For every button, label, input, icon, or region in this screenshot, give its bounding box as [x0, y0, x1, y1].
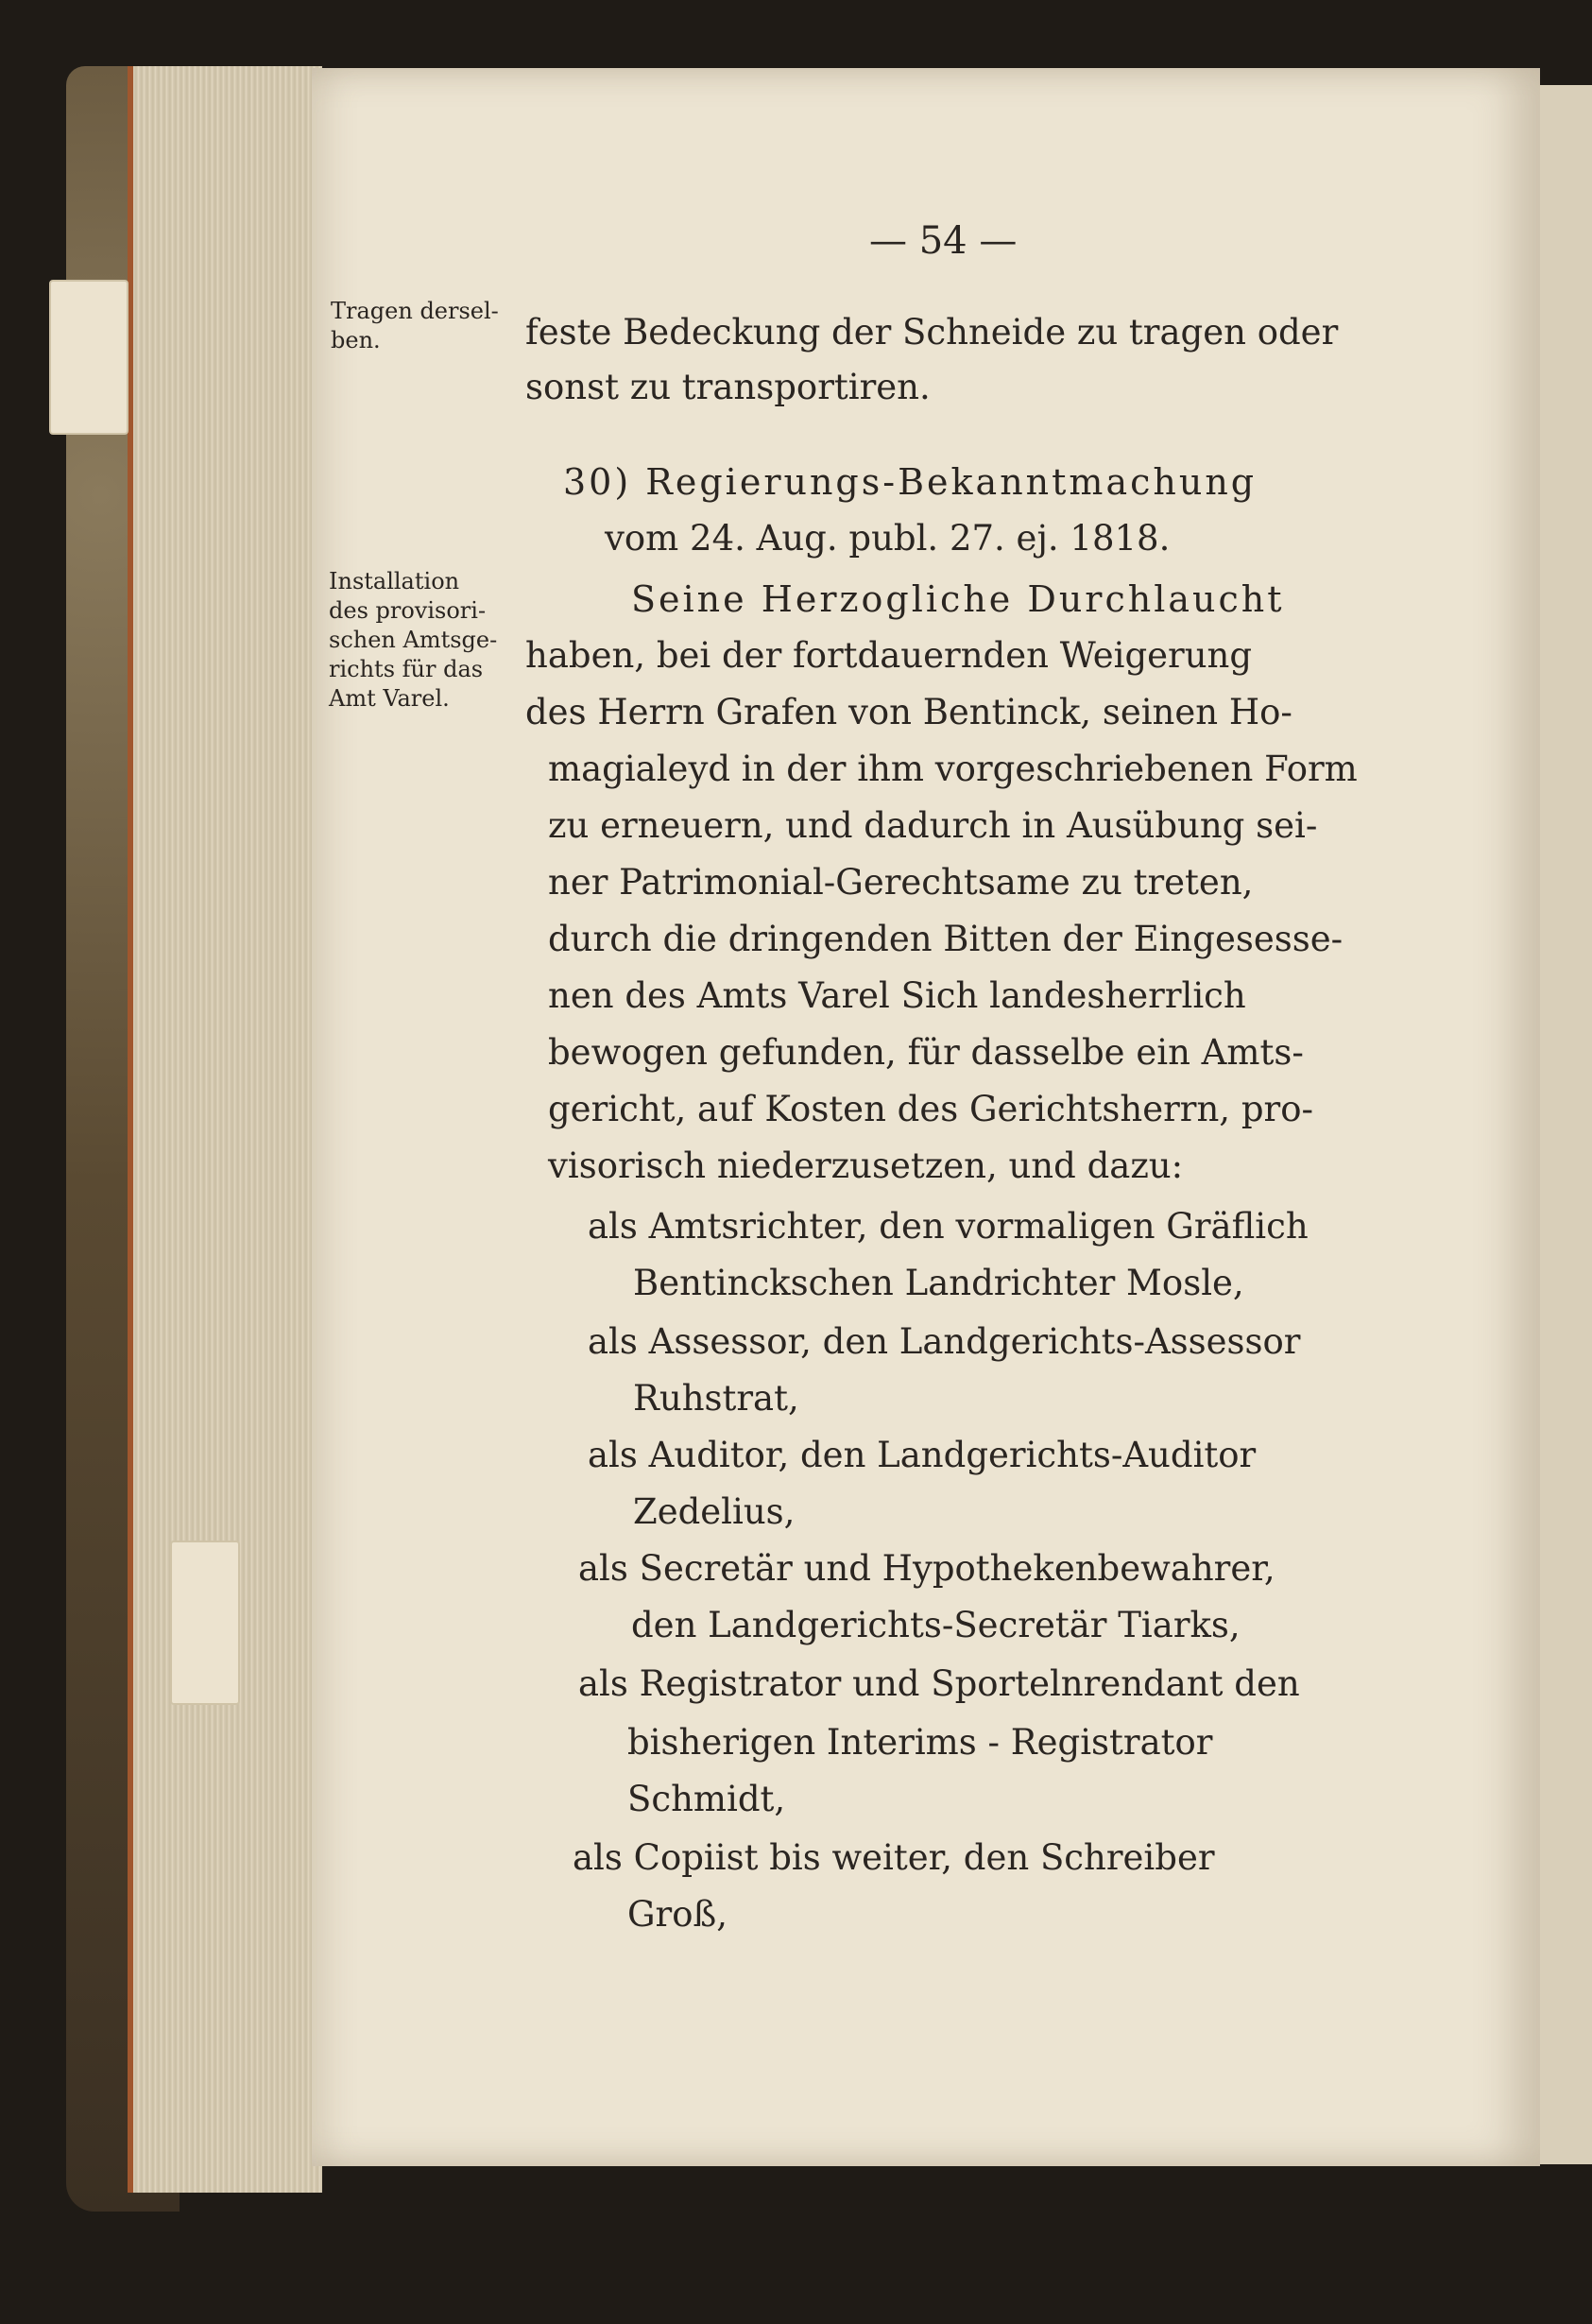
- margin-note-tragen: [331, 297, 499, 355]
- bookmark-tab-top: [49, 280, 128, 435]
- appointment-line: Groß,: [627, 1894, 728, 1935]
- section-heading: 30) Regierungs-Bekanntmachung: [563, 461, 1258, 503]
- margin-note-line: richts für das: [329, 656, 484, 682]
- body-line: bewogen gefunden, für dasselbe ein Amts-: [548, 1032, 1304, 1073]
- margin-note-line: ben.: [331, 327, 381, 353]
- page-number: — 54 —: [869, 219, 1018, 263]
- bookmark-tab-bottom: [170, 1541, 240, 1705]
- appointment-line: bisherigen Interims - Registrator: [627, 1722, 1213, 1763]
- appointment-line: Zedelius,: [633, 1491, 796, 1532]
- body-line: visorisch niederzusetzen, und dazu:: [548, 1145, 1184, 1186]
- appointment-line: den Landgerichts-Secretär Tiarks,: [631, 1605, 1241, 1645]
- body-line: nen des Amts Varel Sich landesherrlich: [548, 975, 1246, 1016]
- body-line: magialeyd in der ihm vorgeschriebenen Form: [548, 749, 1358, 789]
- body-line: haben, bei der fortdauernden Weigerung: [525, 635, 1253, 676]
- body-line: gericht, auf Kosten des Gerichtsherrn, pro-: [548, 1089, 1313, 1129]
- body-line: sonst zu transportiren.: [525, 367, 931, 407]
- appointment-line: Schmidt,: [627, 1779, 786, 1819]
- appointment-line: als Registrator und Sportelnrendant den: [578, 1663, 1300, 1704]
- section-subheading: vom 24. Aug. publ. 27. ej. 1818.: [605, 518, 1171, 559]
- body-line: Seine Herzogliche Durchlaucht: [631, 578, 1285, 620]
- margin-note-installation: [329, 567, 497, 714]
- appointment-line: als Amtsrichter, den vormaligen Gräflich: [588, 1206, 1309, 1247]
- appointment-line: als Assessor, den Landgerichts-Assessor: [588, 1321, 1301, 1362]
- page-edges: [128, 66, 322, 2193]
- appointment-line: Bentinckschen Landrichter Mosle,: [633, 1263, 1244, 1303]
- appointment-line: als Secretär und Hypothekenbewahrer,: [578, 1548, 1275, 1589]
- margin-note-line: Installation: [329, 568, 460, 594]
- appointment-line: als Auditor, den Landgerichts-Auditor: [588, 1435, 1257, 1475]
- margin-note-line: Tragen dersel-: [331, 298, 499, 324]
- appointment-line: Ruhstrat,: [633, 1378, 799, 1419]
- facing-page-edge: [1540, 85, 1592, 2164]
- body-line: ner Patrimonial-Gerechtsame zu treten,: [548, 862, 1254, 903]
- margin-note-line: des provisori-: [329, 597, 487, 624]
- margin-note-line: Amt Varel.: [329, 685, 450, 712]
- appointment-line: als Copiist bis weiter, den Schreiber: [573, 1837, 1215, 1878]
- body-line: durch die dringenden Bitten der Eingesesse-: [548, 919, 1344, 959]
- body-line: des Herrn Grafen von Bentinck, seinen Ho-: [525, 692, 1292, 732]
- body-line: feste Bedeckung der Schneide zu tragen oder: [525, 312, 1339, 353]
- margin-note-line: schen Amtsge-: [329, 627, 498, 653]
- body-line: zu erneuern, und dadurch in Ausübung sei-: [548, 805, 1318, 846]
